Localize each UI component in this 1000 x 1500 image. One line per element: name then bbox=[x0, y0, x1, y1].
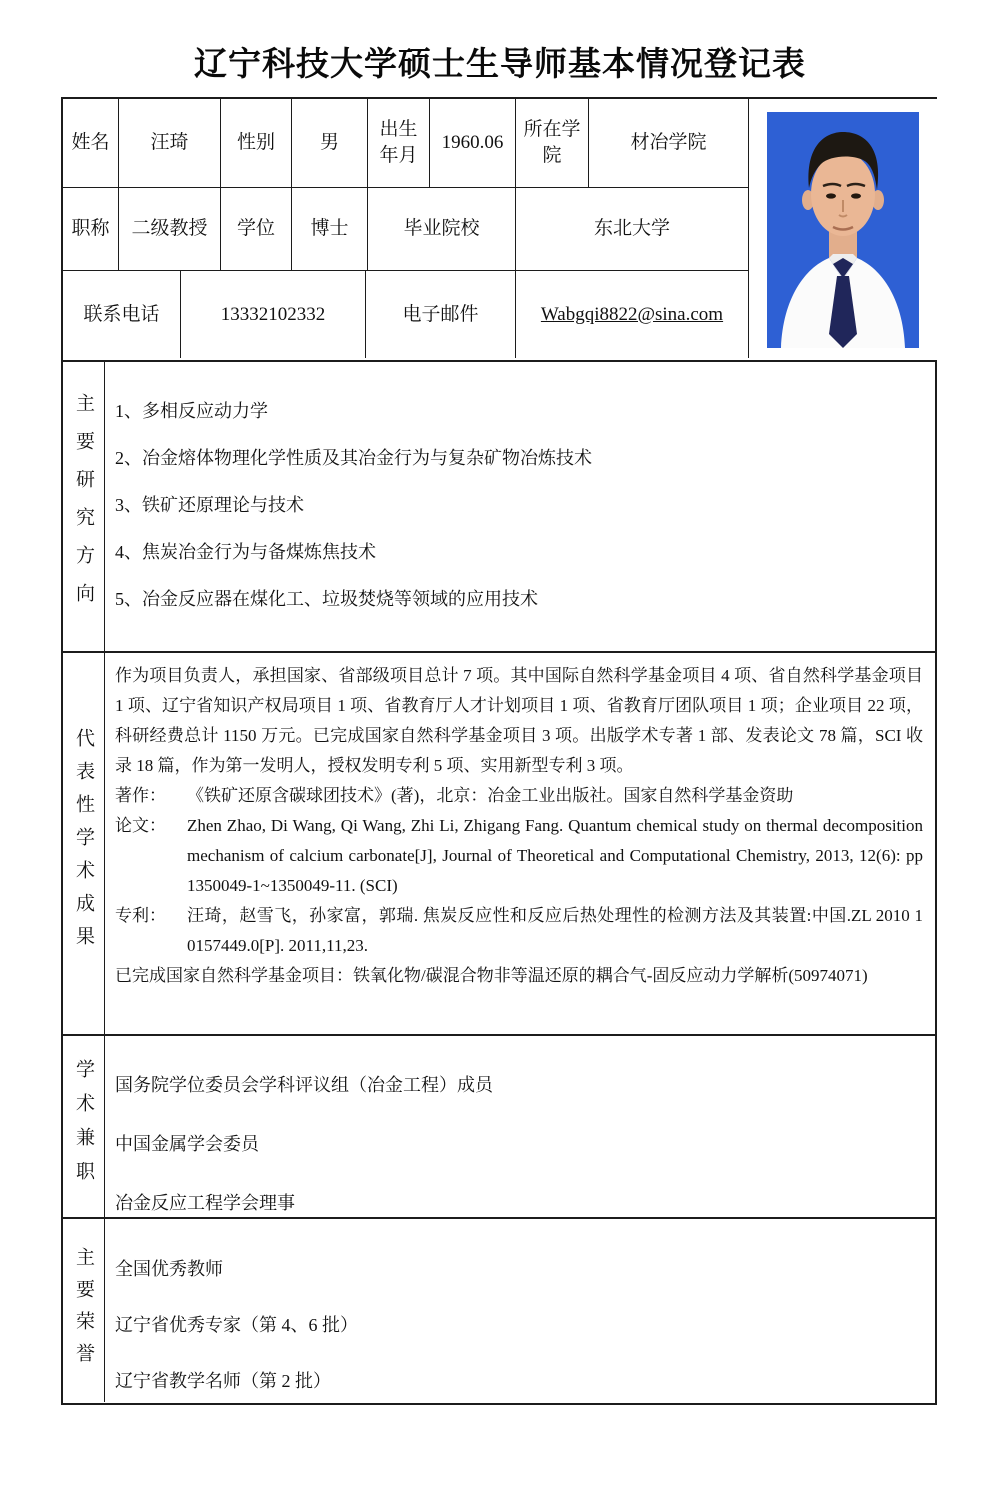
college-value: 材冶学院 bbox=[589, 99, 749, 187]
prof-title-label: 职称 bbox=[63, 188, 119, 270]
achievements-content bbox=[105, 653, 935, 1034]
section-major-honors bbox=[63, 1219, 935, 1402]
degree-label: 学位 bbox=[221, 188, 292, 270]
book-citation: 《铁矿还原含碳球团技术》(著)，北京：冶金工业出版社。国家自然科学基金资助 bbox=[187, 786, 794, 805]
degree-value: 博士 bbox=[292, 188, 368, 270]
honor-item: 辽宁省教学名师（第 2 批） bbox=[115, 1371, 331, 1391]
section-research-directions bbox=[63, 362, 935, 653]
research-item: 3、铁矿还原理论与技术 bbox=[115, 495, 304, 515]
paper-citation: Zhen Zhao, Di Wang, Qi Wang, Zhi Li, Zhigang Fang. Quantum chemical study on thermal decomposition mechanism of calcium carbonate[J], Journal of Theoretical and Computational Chemistry, 2013, 12(6): pp 1350049-1~1350049-11. (SCI) bbox=[187, 816, 923, 895]
honor-item: 辽宁省优秀专家（第 4、6 批） bbox=[115, 1315, 358, 1335]
position-item: 中国金属学会委员 bbox=[115, 1134, 259, 1154]
honor-item: 全国优秀教师 bbox=[115, 1259, 223, 1279]
table-row bbox=[63, 271, 749, 358]
position-item: 冶金反应工程学会理事 bbox=[115, 1193, 295, 1213]
paper-entry bbox=[115, 811, 923, 901]
section-academic-positions bbox=[63, 1036, 935, 1219]
achievements-section-label: 代表性学术成果 bbox=[63, 653, 105, 1034]
prof-title-value: 二级教授 bbox=[119, 188, 221, 270]
book-label: 著作： bbox=[115, 786, 166, 805]
research-item: 4、焦炭冶金行为与备煤炼焦技术 bbox=[115, 542, 376, 562]
research-items bbox=[105, 362, 935, 651]
achievements-summary: 作为项目负责人，承担国家、省部级项目总计 7 项。其中国际自然科学基金项目 4 项、省自然科学基金项目 1 项、辽宁省知识产权局项目 1 项、省教育厅人才计划项目 1 项、省教育厅团队项目 1 项；企业项目 22 项，科研经费总计 1150 万元。已完成国家自然科学基金项目 3 项。出版学术专著 1 部、发表论文 78 篇，SCI 收录 18 篇，作为第一发明人，授权发明专利 5 项、实用新型专利 3 项。 bbox=[115, 666, 923, 775]
patent-citation: 汪琦，赵雪飞，孙家富，郭瑞. 焦炭反应性和反应后热处理性的检测方法及其装置:中国.ZL 2010 1 0157449.0[P]. 2011,11,23. bbox=[187, 906, 923, 955]
position-items bbox=[105, 1036, 935, 1217]
positions-section-label: 学术兼职 bbox=[63, 1036, 105, 1217]
birth-value: 1960.06 bbox=[430, 99, 516, 187]
research-item: 5、冶金反应器在煤化工、垃圾焚烧等领域的应用技术 bbox=[115, 589, 538, 609]
college-label: 所在学院 bbox=[516, 99, 589, 187]
research-item: 2、冶金熔体物理化学性质及其冶金行为与复杂矿物冶炼技术 bbox=[115, 448, 592, 468]
registration-form-table bbox=[61, 97, 937, 1405]
identity-block bbox=[63, 99, 935, 362]
table-row bbox=[63, 188, 749, 271]
name-label: 姓名 bbox=[63, 99, 119, 187]
honors-section-label: 主要荣誉 bbox=[63, 1219, 105, 1402]
phone-label: 联系电话 bbox=[63, 271, 181, 358]
id-photo bbox=[767, 112, 919, 348]
name-value: 汪琦 bbox=[119, 99, 221, 187]
email-label: 电子邮件 bbox=[366, 271, 516, 358]
gender-value: 男 bbox=[292, 99, 368, 187]
research-item: 1、多相反应动力学 bbox=[115, 401, 268, 421]
patent-label: 专利： bbox=[115, 906, 166, 925]
research-section-label: 主要研究方向 bbox=[63, 362, 105, 651]
paper-label: 论文： bbox=[115, 816, 166, 835]
birth-label: 出生年月 bbox=[368, 99, 430, 187]
patent-entry bbox=[115, 901, 923, 961]
phone-value: 13332102332 bbox=[181, 271, 366, 358]
identity-fields bbox=[63, 99, 749, 360]
page-title: 辽宁科技大学硕士生导师基本情况登记表 bbox=[194, 47, 806, 83]
section-achievements bbox=[63, 653, 935, 1036]
table-row bbox=[63, 99, 749, 188]
photo-cell bbox=[749, 99, 937, 360]
position-item: 国务院学位委员会学科评议组（冶金工程）成员 bbox=[115, 1075, 493, 1095]
gender-label: 性别 bbox=[221, 99, 292, 187]
completed-project: 已完成国家自然科学基金项目：铁氧化物/碳混合物非等温还原的耦合气-固反应动力学解析(50974071) bbox=[115, 966, 868, 985]
email-link[interactable]: Wabgqi8822@sina.com bbox=[540, 303, 724, 325]
alma-mater-label: 毕业院校 bbox=[368, 188, 516, 270]
email-cell bbox=[516, 271, 749, 358]
honor-items bbox=[105, 1219, 935, 1402]
book-entry bbox=[115, 781, 923, 811]
alma-mater-value: 东北大学 bbox=[516, 188, 749, 270]
